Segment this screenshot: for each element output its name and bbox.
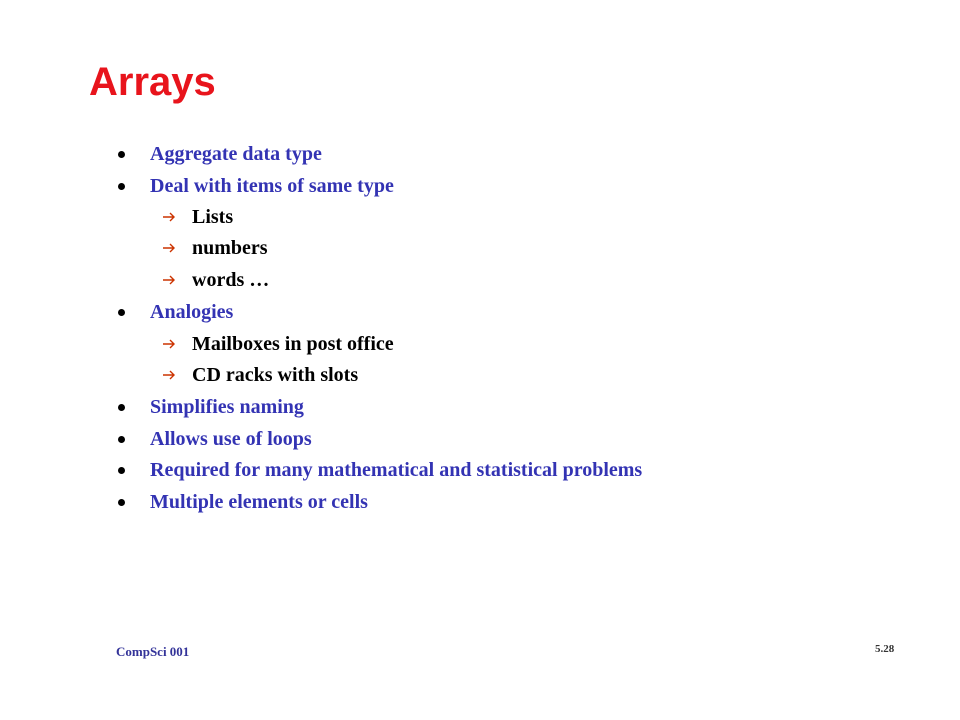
- bullet-item: Deal with items of same type: [150, 175, 394, 197]
- bullet-item: Allows use of loops: [150, 428, 312, 450]
- bullet-item: Multiple elements or cells: [150, 491, 368, 513]
- bullet-marker: [118, 183, 125, 190]
- arrow-icon: [162, 242, 176, 254]
- footer-course-label: CompSci 001: [116, 644, 190, 659]
- arrow-icon: [162, 369, 176, 381]
- bullet-item: Simplifies naming: [150, 396, 304, 418]
- bullet-item: Analogies: [150, 301, 234, 323]
- arrow-icon: [162, 274, 176, 286]
- slide-title: Arrays: [89, 60, 216, 104]
- sub-bullet-item: words …: [192, 269, 270, 291]
- sub-bullet-item: Lists: [192, 206, 234, 228]
- arrow-icon: [162, 338, 176, 350]
- sub-bullet-item: numbers: [192, 237, 268, 259]
- bullet-marker: [118, 151, 125, 158]
- bullet-marker: [118, 436, 125, 443]
- arrow-icon: [162, 211, 176, 223]
- bullet-item: Required for many mathematical and statistical problems: [150, 459, 643, 481]
- bullet-marker: [118, 499, 125, 506]
- bullet-marker: [118, 309, 125, 316]
- bullet-item: Aggregate data type: [150, 143, 322, 165]
- bullet-marker: [118, 467, 125, 474]
- sub-bullet-item: Mailboxes in post office: [192, 333, 394, 355]
- bullet-marker: [118, 404, 125, 411]
- footer-slide-number: 5.28: [875, 643, 895, 655]
- sub-bullet-item: CD racks with slots: [192, 364, 359, 386]
